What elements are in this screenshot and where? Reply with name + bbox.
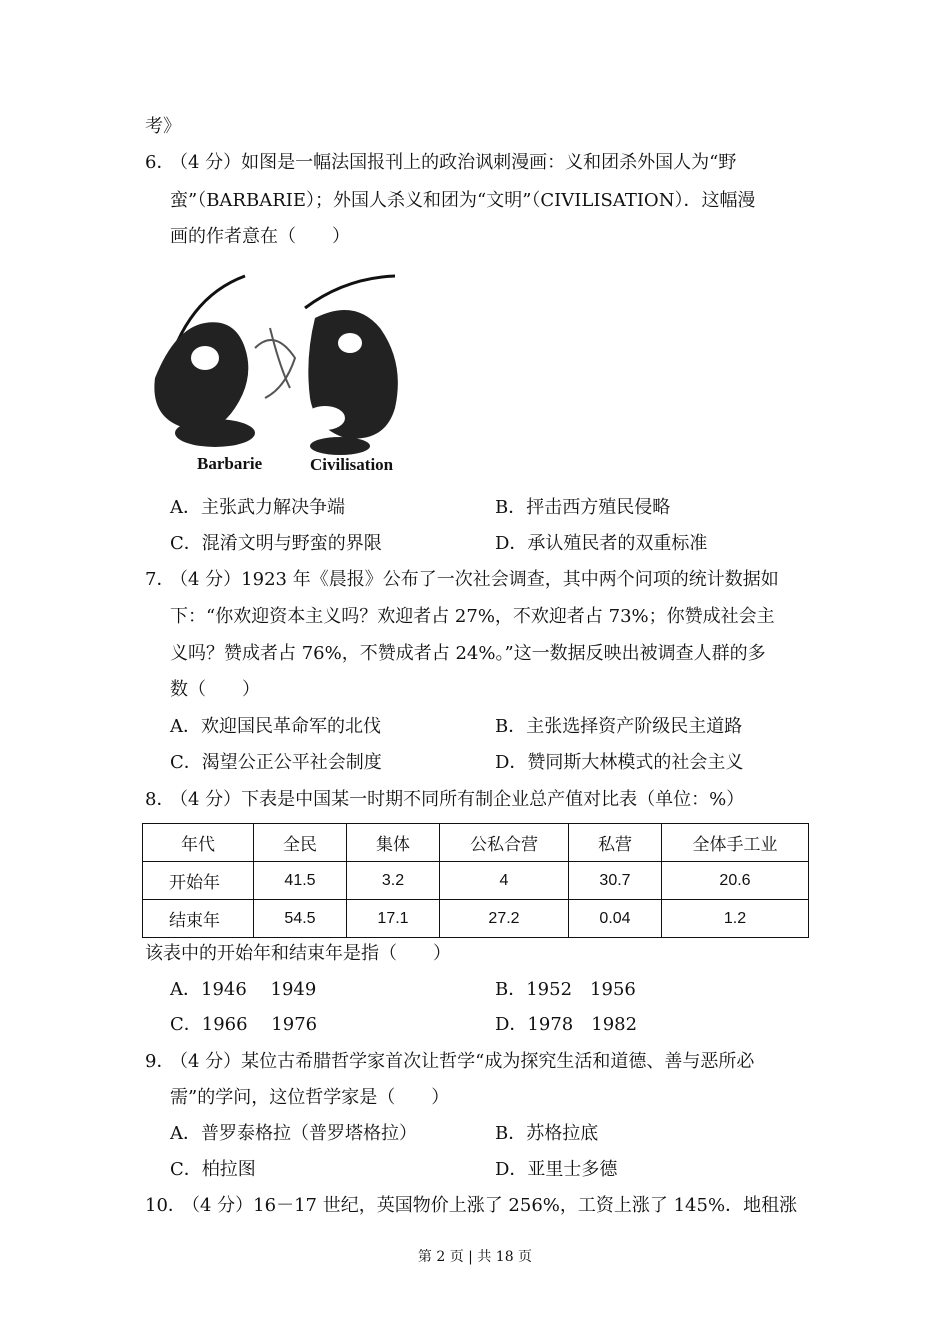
table-cell: 4	[440, 862, 569, 900]
carryover-text: 考》	[145, 116, 181, 137]
table-row	[143, 900, 809, 938]
q6-option-c[interactable]: C．混淆文明与野蛮的界限	[170, 533, 382, 554]
table-cell: 41.5	[254, 862, 347, 900]
table-cell: 27.2	[440, 900, 569, 938]
q9-number: 9．	[145, 1051, 175, 1072]
q9-line: 需”的学问，这位哲学家是（ ）	[170, 1087, 450, 1108]
q9-option-b[interactable]: B．苏格拉底	[495, 1123, 599, 1144]
q7-line: （4 分）1923 年《晨报》公布了一次社会调查，其中两个问项的统计数据如	[170, 569, 779, 590]
q8-line: （4 分）下表是中国某一时期不同所有制企业总产值对比表（单位：%）	[170, 789, 745, 810]
table-header: 集体	[347, 824, 440, 862]
q6-line: 蛮”（BARBARIE）；外国人杀义和团为“文明”（CIVILISATION）．这幅漫	[170, 190, 756, 211]
q7-option-c[interactable]: C．渴望公正公平社会制度	[170, 752, 382, 773]
q9-line: （4 分）某位古希腊哲学家首次让哲学“成为探究生活和道德、善与恶所必	[170, 1051, 755, 1072]
q9-option-d[interactable]: D．亚里士多德	[495, 1159, 618, 1180]
q8-option-d[interactable]: D．1978 1982	[495, 1014, 638, 1035]
table-header: 公私合营	[440, 824, 569, 862]
table-cell: 17.1	[347, 900, 440, 938]
q7-option-d[interactable]: D．赞同斯大林模式的社会主义	[495, 752, 744, 773]
table-cell: 30.7	[569, 862, 662, 900]
q7-line: 数（ ）	[170, 679, 260, 700]
page-footer: 第 2 页 | 共 18 页	[417, 1249, 533, 1265]
q6-option-d[interactable]: D．承认殖民者的双重标准	[495, 533, 708, 554]
q7-option-b[interactable]: B．主张选择资产阶级民主道路	[495, 716, 743, 737]
ownership-output-table	[142, 823, 809, 938]
table-cell: 1.2	[662, 900, 809, 938]
table-cell: 开始年	[143, 862, 254, 900]
q6-number: 6．	[145, 152, 175, 173]
q10-number: 10．	[145, 1195, 186, 1216]
table-header: 私营	[569, 824, 662, 862]
q8-option-b[interactable]: B．1952 1956	[495, 979, 636, 1000]
political-cartoon-image	[145, 268, 420, 478]
q9-option-a[interactable]: A．普罗泰格拉（普罗塔格拉）	[170, 1123, 417, 1144]
table-header: 全体手工业	[662, 824, 809, 862]
table-cell: 0.04	[569, 900, 662, 938]
q8-after-text: 该表中的开始年和结束年是指（ ）	[145, 943, 451, 964]
q7-option-a[interactable]: A．欢迎国民革命军的北伐	[170, 716, 381, 737]
q6-line: 画的作者意在（ ）	[170, 226, 350, 247]
q7-line: 义吗？赞成者占 76%，不赞成者占 24%。”这一数据反映出被调查人群的多	[170, 643, 766, 664]
caption-barbarie: Barbarie	[197, 454, 263, 473]
q7-number: 7．	[145, 569, 175, 590]
table-row	[143, 862, 809, 900]
table-cell: 20.6	[662, 862, 809, 900]
q8-option-a[interactable]: A．1946 1949	[170, 979, 317, 1000]
table-cell: 结束年	[143, 900, 254, 938]
q7-line: 下：“你欢迎资本主义吗？欢迎者占 27%，不欢迎者占 73%；你赞成社会主	[170, 606, 775, 627]
cartoon-drawing	[145, 268, 420, 458]
q8-number: 8．	[145, 789, 175, 810]
q8-option-c[interactable]: C．1966 1976	[170, 1014, 318, 1035]
q6-line: （4 分）如图是一幅法国报刊上的政治讽刺漫画：义和团杀外国人为“野	[170, 152, 737, 173]
table-header: 全民	[254, 824, 347, 862]
table-header-row	[143, 824, 809, 862]
table-cell: 54.5	[254, 900, 347, 938]
q6-option-b[interactable]: B．抨击西方殖民侵略	[495, 497, 671, 518]
table-cell: 3.2	[347, 862, 440, 900]
q9-option-c[interactable]: C．柏拉图	[170, 1159, 256, 1180]
q6-option-a[interactable]: A．主张武力解决争端	[170, 497, 345, 518]
table-header: 年代	[143, 824, 254, 862]
caption-civilisation: Civilisation	[310, 455, 394, 474]
q10-line: （4 分）16－17 世纪，英国物价上涨了 256%，工资上涨了 145%．地租涨	[182, 1195, 798, 1216]
